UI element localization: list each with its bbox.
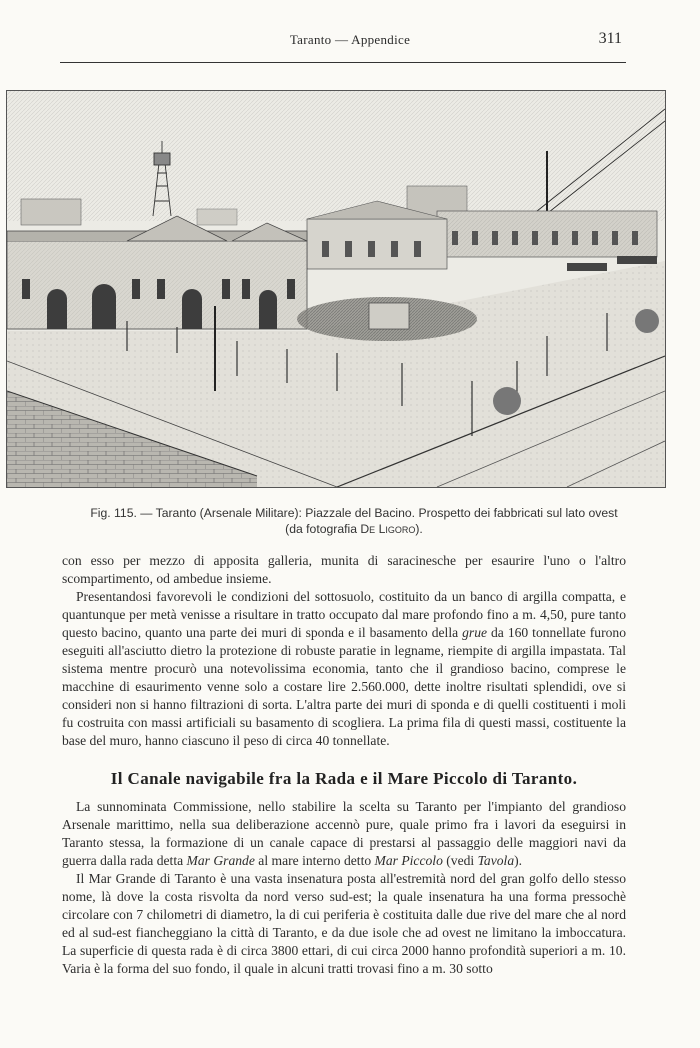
running-title: Taranto — Appendice (289, 32, 411, 47)
paragraph-commission-part4: ). (514, 853, 523, 868)
header-rule (60, 62, 626, 63)
term-mar-piccolo: Mar Piccolo (374, 853, 443, 868)
caption-line-1: Fig. 115. — Taranto (Arsenale Militare): Piazzale del Bacino. Prospetto dei fabbricati sul lato ovest (90, 506, 618, 520)
caption-photographer: De Ligoro (360, 522, 416, 536)
caption-source-suffix: ). (415, 522, 423, 536)
section-heading: Il Canale navigabile fra la Rada e il Mare Piccolo di Taranto. (110, 769, 578, 788)
figure-caption (44, 505, 664, 537)
term-mar-grande: Mar Grande (186, 853, 255, 868)
arsenal-engraving-figure (6, 90, 666, 488)
body-text-top (62, 552, 626, 750)
caption-line-2 (44, 521, 664, 537)
page-number: 311 (598, 30, 622, 47)
paragraph-commission (62, 798, 626, 870)
paragraph-mar-grande: Il Mar Grande di Taranto è una vasta insenatura posta all'estremità nord del gran golfo dello stesso nome, là dove la costa risvolta da nord verso sud-est; la quale insenatura ha una forma pressochè circolare con 7 chilometri di diametro, la di cui periferia è costituita dalle due rive del mare che al nord ed al sud-est fiancheggiano la città di Taranto, e da due isole che ad ovest ne limitano la imboccatura. La superficie di questa rada è di circa 3800 ettari, di cui circa 2000 hanno profondità superiori a m. 10. Varia è la forma del suo fondo, il quale in alcuni tratti trovasi fino a m. 30 sotto (62, 871, 626, 976)
caption-source-prefix: (da fotografia (285, 522, 361, 536)
paragraph-subsoil-part2: da 160 tonnellate furono eseguiti all'asciutto dietro la protezione di robuste paratie in legname, riempite di argilla impastata. Tal sistema mentre procurò una notevolissima economia, tanto che il grandioso bacino, comprese le macchine di esaurimento venne solo a costare lire 2.560.000, dette inoltre risultati splendidi, ove si consideri non si hanno filtrazioni di sorta. L'altra parte dei muri di sponda e di quelli costituenti i moli fu costruita con massi artificiali su basamento di scogliera. La prima fila di questi massi, costituente la base del muro, hanno ciascuno il peso di circa 40 tonnellate. (62, 625, 626, 748)
body-text-bottom (62, 798, 626, 978)
paragraph-commission-part3: (vedi (442, 853, 478, 868)
term-grue: grue (462, 625, 488, 640)
paragraph-continuation: con esso per mezzo di apposita galleria, munita di saracinesche per esaurire l'uno o l'altro scompartimento, od ambedue insieme. (62, 553, 626, 586)
arsenal-engraving-illustration (7, 91, 665, 487)
paragraph-subsoil-part1: Presentandosi favorevoli le condizioni del sottosuolo, costituito da un banco di argilla compatta, e quantunque per metà venisse a risultare in tratto occupato dal mare profondo fino a m. 4,50, pure tanto questo bacino, quanto una parte dei muri di sponda e il basamento della (62, 589, 626, 640)
paragraph-subsoil (62, 588, 626, 750)
running-head (0, 30, 700, 54)
paragraph-commission-part1: La sunnominata Commissione, nello stabilire la scelta su Taranto per l'impianto del grandioso Arsenale marittimo, nella sua deliberazione accennò pure, quale primo fra i lavori da eseguirsi in Taranto stessa, la formazione di un canale capace di prestarsi al passaggio delle maggiori navi da guerra dalla rada detta (62, 799, 626, 868)
paragraph-commission-part2: al mare interno detto (254, 853, 375, 868)
term-tavola: Tavola (477, 853, 515, 868)
